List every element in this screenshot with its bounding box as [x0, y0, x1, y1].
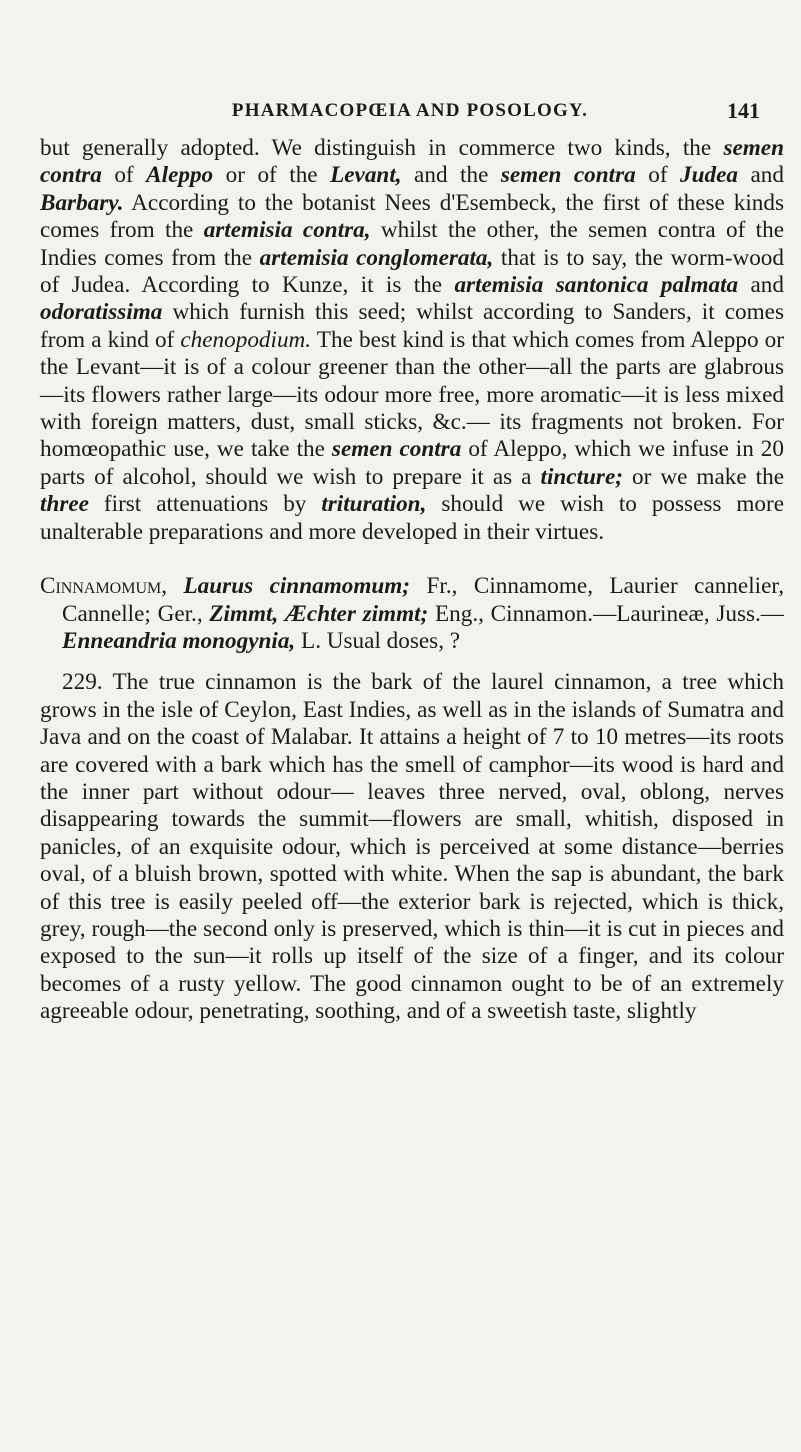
italic-term: semen contra: [40, 135, 784, 189]
text-run: The best kind is that which comes from Aleppo or the Levant—it is of a colour greener than the other—all the parts are glabrous—its flowers rather large—its odour more free, more aromatic—it is less mixed with foreign matters, dust, small sticks, &c.— its fragments not broken. For homœopathic use, we take the: [40, 326, 784, 463]
italic-term: three: [40, 491, 89, 518]
text-run: whilst the other, the semen contra of the Indies comes from the: [40, 217, 785, 271]
drug-entry-heading: [40, 573, 784, 655]
italic-term: Zimmt, Æchter zimmt;: [209, 600, 429, 627]
continued-paragraph: [40, 135, 784, 546]
italic-term: odoratissima: [40, 299, 163, 326]
italic-term: artemisia santonica palmata: [454, 272, 739, 299]
paragraph-gap: [40, 655, 784, 669]
text-run: [167, 573, 183, 599]
italic-term: Levant,: [330, 162, 402, 189]
text-run: or of the: [213, 162, 331, 189]
text-run: should we wish to possess more unalterable preparations and more developed in their virtues.: [40, 491, 784, 545]
italic-term: semen contra: [500, 162, 636, 189]
text-run: According to the botanist Nees d'Esembeck, the first of these kinds comes from the: [40, 189, 784, 244]
text-run: that is to say, the worm-wood of Judea. According to Kunze, it is the: [40, 244, 784, 299]
italic-term: trituration,: [321, 491, 427, 518]
text-run: Eng., Cinnamon.—Laurineæ, Juss.—: [428, 600, 784, 627]
italic-term: Enneandria monogynia,: [62, 627, 296, 654]
page-number: 141: [727, 98, 760, 123]
paragraph-gap: [40, 546, 784, 573]
entry-name: Cinnamomum,: [40, 573, 168, 600]
text-run: L. Usual doses, ?: [295, 627, 461, 654]
italic-term: Laurus cinnamomum;: [183, 573, 411, 600]
text-run: and: [738, 272, 784, 299]
text-run: which furnish this seed; whilst according to Sanders, it comes from a kind of: [40, 299, 784, 353]
italic-term: Aleppo: [146, 162, 214, 189]
text-run: Fr., Cinnamome, Laurier cannelier, Cannelle; Ger.,: [62, 573, 784, 627]
text-run: or we make the: [622, 463, 784, 490]
italic-term: semen contra: [331, 436, 462, 463]
italic-term: artemisia conglomerata,: [259, 244, 494, 271]
numbered-paragraph-229: 229. The true cinnamon is the bark of the laurel cinnamon, a tree which grows in the isle of Ceylon, East Indies, as well as in the islands of Sumatra and Java and on the coast of Malabar. It attains a height of 7 to 10 metres—its roots are covered with a bark which has the smell of camphor—its wood is hard and the inner part without odour— leaves three nerved, oval, oblong, nerves disappearing towards the summit—flowers are small, whitish, disposed in panicles, of an exquisite odour, which is perceived at some distance—berries oval, of a bluish brown, spotted with white. When the sap is abundant, the bark of this tree is easily peeled off—the exterior bark is rejected, which is thick, grey, rough—the second only is preserved, which is thin—it is cut in pieces and exposed to the sun—it rolls up itself of the size of a finger, and its colour becomes of a rusty yellow. The good cinnamon ought to be of an extremely agreeable odour, penetrating, soothing, and of a sweetish taste, slightly: [40, 669, 784, 1025]
body-text: [40, 135, 784, 1026]
italic-term: chenopodium.: [180, 326, 312, 353]
text-run: but generally adopted. We distinguish in commerce two kinds, the: [40, 135, 724, 161]
italic-term: Barbary.: [40, 189, 124, 216]
italic-term: tincture;: [540, 463, 623, 490]
text-run: of: [101, 162, 147, 189]
text-run: and: [738, 162, 784, 189]
running-title: PHARMACOPŒIA AND POSOLOGY.: [231, 100, 589, 121]
italic-term: Judea: [680, 162, 739, 189]
text-run: of Aleppo, which we infuse in 20 parts of alcohol, should we wish to prepare it as a: [40, 436, 784, 490]
text-run: of: [635, 162, 681, 189]
italic-term: artemisia contra,: [203, 217, 371, 244]
text-run: first attenuations by: [88, 491, 322, 518]
text-run: and the: [401, 162, 501, 189]
